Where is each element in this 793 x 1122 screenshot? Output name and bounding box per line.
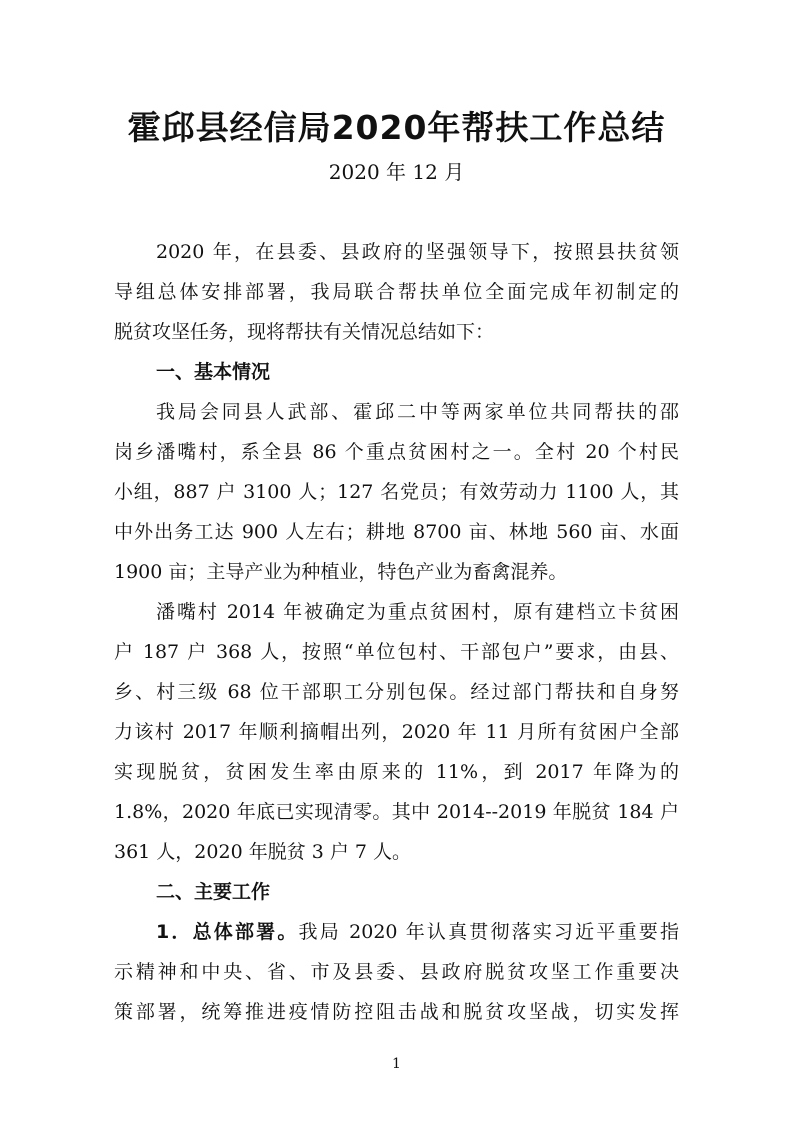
item-text: 我局 2020 年认真贯彻落实习近平重要指 — [298, 921, 679, 943]
paragraph-line: 潘嘴村 2014 年被确定为重点贫困村，原有建档立卡贫困 — [156, 601, 679, 623]
paragraph-line: 岗乡潘嘴村，系全县 86 个重点贫困村之一。全村 20 个村民 — [114, 441, 679, 463]
section-heading-basic-situation: 一、基本情况 — [156, 361, 271, 383]
intro-line: 导组总体安排部署，我局联合帮扶单位全面完成年初制定的 — [114, 281, 679, 303]
page-number: 1 — [392, 1056, 401, 1072]
paragraph-line: 中外出务工达 900 人左右；耕地 8700 亩、林地 560 亩、水面 — [114, 521, 679, 543]
document-body — [114, 232, 679, 1032]
paragraph-line — [114, 912, 679, 952]
paragraph-line: 实现脱贫，贫困发生率由原来的 11%，到 2017 年降为的 — [114, 761, 679, 783]
document-date: 2020 年 12 月 — [328, 160, 465, 184]
paragraph-line: 力该村 2017 年顺利摘帽出列，2020 年 11 月所有贫困户全部 — [114, 721, 679, 743]
paragraph-line: 户 187 户 368 人，按照“单位包村、干部包户”要求，由县、 — [114, 641, 679, 663]
document-title: 霍邱县经信局2020年帮扶工作总结 — [127, 108, 666, 147]
paragraph-line: 策部署，统筹推进疫情防控阻击战和脱贫攻坚战，切实发挥 — [114, 1001, 679, 1023]
paragraph-line: 1.8%，2020 年底已实现清零。其中 2014--2019 年脱贫 184 户 — [114, 801, 679, 823]
paragraph-line: 361 人，2020 年脱贫 3 户 7 人。 — [114, 841, 412, 863]
item-lead-overall-deployment: 1．总体部署。 — [156, 921, 299, 943]
section-heading-main-work: 二、主要工作 — [156, 881, 271, 903]
paragraph-line: 1900 亩；主导产业为种植业，特色产业为畜禽混养。 — [114, 561, 568, 583]
paragraph-line: 乡、村三级 68 位干部职工分别包保。经过部门帮扶和自身努 — [114, 681, 679, 703]
paragraph-line: 示精神和中央、省、市及县委、县政府脱贫攻坚工作重要决 — [114, 961, 679, 983]
paragraph-line: 小组，887 户 3100 人；127 名党员；有效劳动力 1100 人，其 — [114, 481, 679, 503]
intro-line: 2020 年，在县委、县政府的坚强领导下，按照县扶贫领 — [156, 241, 679, 263]
intro-line: 脱贫攻坚任务，现将帮扶有关情况总结如下： — [114, 321, 495, 343]
paragraph-line: 我局会同县人武部、霍邱二中等两家单位共同帮扶的邵 — [156, 401, 679, 423]
